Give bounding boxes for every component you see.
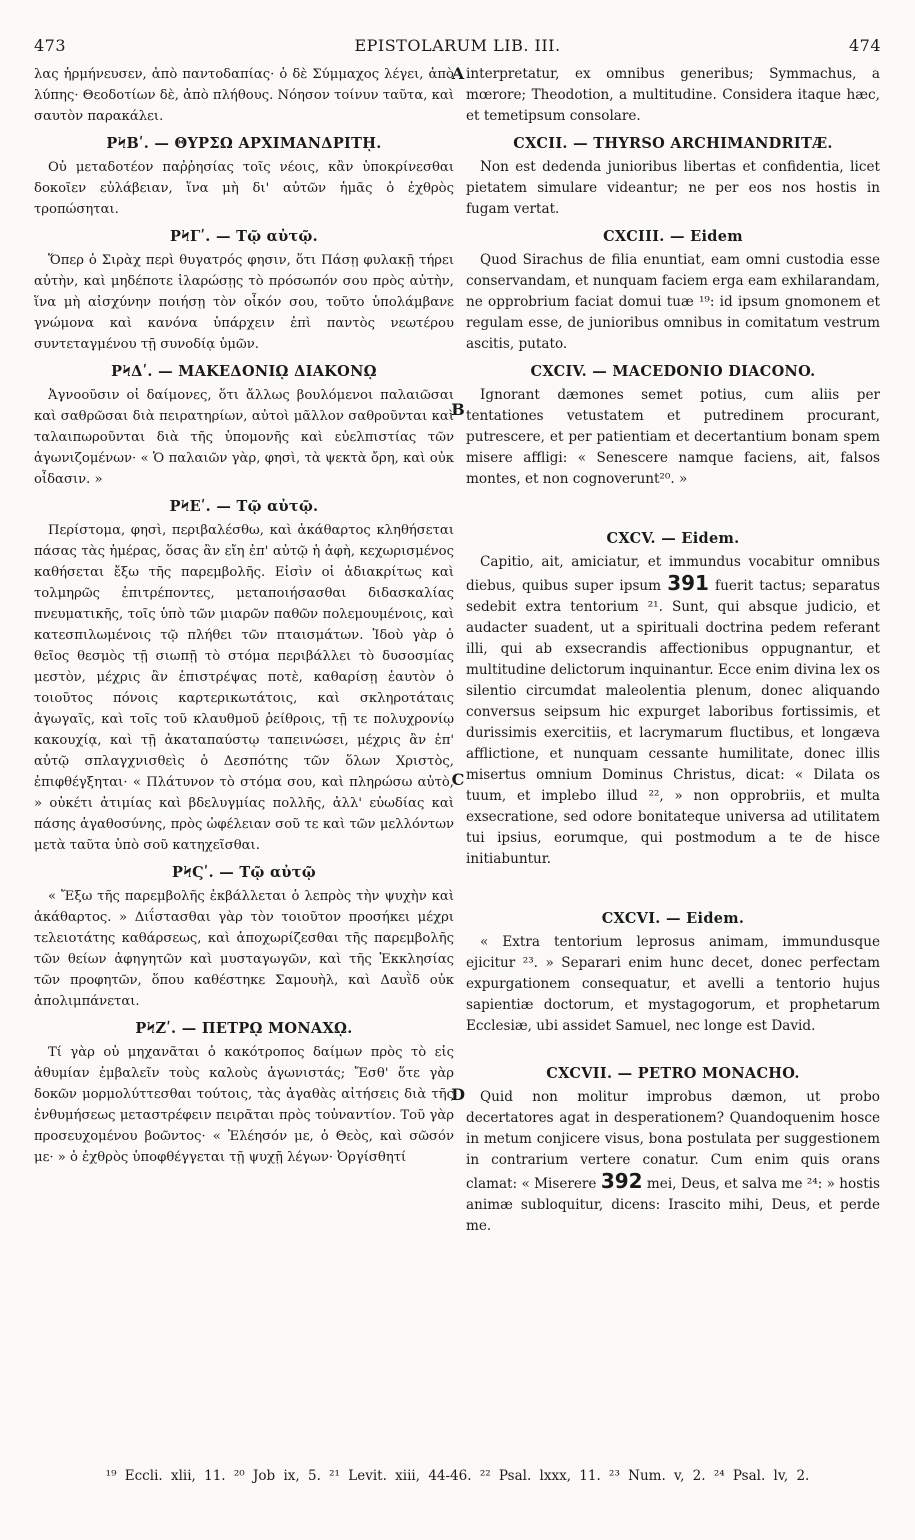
latin-heading-193: CXCIII. — Eidem — [603, 228, 743, 245]
greek-heading-195: ΡϞΕʹ. — Τῷ αὐτῷ. — [169, 498, 319, 515]
greek-heading-196: ΡϞϚʹ. — Τῷ αὐτῷ — [172, 864, 316, 881]
margin-marker-b: B — [451, 400, 465, 419]
greek-intro: λας ἡρμήνευσεν, ἀπὸ παντοδαπίας· ὁ δὲ Σύμμαχος λέγει, ἀπὸ λύπης· Θεοδοτίων δὲ, ἀπὸ πλήθους. Νόησον τοίνυν ταῦτα, καὶ σαυτὸν παρακάλει. — [34, 67, 454, 124]
latin-heading-197: CXCVII. — PETRO MONACHO. — [546, 1065, 800, 1082]
greek-letter-192: Οὐ μεταδοτέον παῤῥησίας τοῖς νέοις, κἂν ὑποκρίνεσθαι δοκοῖεν εὐλάβειαν, ἵνα μὴ δι' αὐτῶν ἡμᾶς ὁ ἐχθρὸς τροπώσηται. — [34, 160, 454, 217]
latin-heading-196: CXCVI. — Eidem. — [601, 910, 745, 927]
latin-heading-194: CXCIV. — MACEDONIO DIACONO. — [530, 363, 816, 380]
greek-letter-193: Ὅπερ ὁ Σιρὰχ περὶ θυγατρός φησιν, ὅτι Πάσῃ φυλακῇ τήρει αὐτὴν, καὶ μηδέποτε ἱλαρώσῃς τὸ πρόσωπόν σου πρὸς αὐτὴν, ἵνα μὴ αἰσχύνην ποιήσῃ τὸν οἶκόν σου, τοῦτο ὑπολάμβανε γνώμονα καὶ κανόνα ὑπάρχειν ἐπὶ παντὸς νεωτέρου συντεταγμένου τῇ συνοδίᾳ ὑμῶν. — [34, 253, 454, 352]
latin-letter-197 — [466, 1087, 880, 1237]
latin-column — [466, 64, 880, 1239]
page-number-left: 473 — [34, 36, 67, 55]
greek-heading-192: ΡϞΒʹ. — ΘΥΡΣΩ ΑΡΧΙΜΑΝΔΡΙΤῌ. — [106, 135, 382, 152]
edition-page-number-392: 392 — [600, 1169, 643, 1193]
latin-letter-195 — [466, 552, 880, 870]
spacer — [466, 492, 880, 522]
latin-letter-197-part2: mei, Deus, et salva me ²⁴: » hostis animæ subloquitur, dicens: Irascito mihi, Deus, et perde me. — [466, 1176, 880, 1234]
latin-letter-194: Ignorant dæmones semet potius, cum aliis per tentationes vetustatem et putredinem procurant, putrescere, et per patientiam et decertantium bonam spem misere affligi: « Senescere namque faciens, ait, falsos montes, et non cognoverunt²⁰. » — [466, 387, 880, 487]
margin-marker-c: C — [451, 770, 465, 789]
page-number-right: 474 — [848, 36, 881, 55]
latin-heading-195: CXCV. — Eidem. — [606, 530, 740, 547]
greek-heading-197: ΡϞΖʹ. — ΠΕΤΡῼ ΜΟΝΑΧῼ. — [135, 1020, 353, 1037]
latin-intro: interpretatur, ex omnibus generibus; Symmachus, a mœrore; Theodotion, a multitudine. Considera itaque hæc, et temetipsum consolare. — [466, 66, 880, 124]
latin-letter-197-part1: Quid non molitur improbus dæmon, ut probo decertatores agat in desperationem? Quandoquenim hosce in metum conjicere visus, bona postulata per suggestionem in contrarium vertere conatur. Cum enim quis orans clamat: « Miserere — [466, 1089, 880, 1192]
greek-letter-194: Ἀγνοοῦσιν οἱ δαίμονες, ὅτι ἄλλως βουλόμενοι παλαιῶσαι καὶ σαθρῶσαι διὰ πειρατηρίων, αὐτοὶ μᾶλλον σαθροῦνται καὶ ταλαιπωροῦνται διὰ τῆς ὑπομονῆς καὶ εὐελπιστίας τῶν ἀγωνιζομένων· « Ὁ παλαιῶν γὰρ, φησὶ, τὰ ψεκτὰ ὄρη, καὶ οὐκ οἶδασιν. » — [34, 388, 454, 487]
greek-letter-197: Τί γὰρ οὐ μηχανᾶται ὁ κακότροπος δαίμων πρὸς τὸ εἰς ἀθυμίαν ἐμβαλεῖν τοὺς καλοὺς ἀγωνιστάς; Ἔσθ' ὅτε γὰρ δοκῶν μορμολύττεσθαι τούτοις, τὰς ἀγαθὰς αἰτήσεις διὰ τῆς ἐνθυμήσεως μεταστρέφειν πειρᾶται πρὸς τοὐναντίον. Τοῦ γὰρ προσευχομένου βοῶντος· « Ἐλέησόν με, ὁ Θεὸς, καὶ σῶσόν με· » ὁ ἐχθρὸς ὑποφθέγγεται τῇ ψυχῇ λέγων· Ὀργίσθητί — [34, 1045, 454, 1165]
greek-letter-195: Περίστομα, φησὶ, περιβαλέσθω, καὶ ἀκάθαρτος κληθήσεται πάσας τὰς ἡμέρας, ὅσας ἂν εἴη ἐπ' αὐτῷ ἡ ἀφὴ, κεχωρισμένος καθήσεται ἔξω τῆς παρεμβολῆς. Εἰσὶν οἱ ἀδιακρίτως καὶ τολμηρῶς ἐπιτρέποντες, μεταποιήσασθαι διδασκαλίας πνευματικῆς, τοῖς ὑπὸ τῶν μιαρῶν παθῶν πολεμουμένοις, καὶ κατεσπιλωμένοις τῷ πλήθει τῶν πταισμάτων. Ἰδοὺ γὰρ ὁ θεῖος θεσμὸς τῇ σιωπῇ τὸ στόμα περιβάλλει τὸ δυσοσμίας μεστὸν, μέχρις ἂν ἐπιστρέψας ποτὲ, καθαρίσῃ ἑαυτὸν ὁ τοιοῦτος πόνοις καρτερικωτάτοις, καὶ σκληροτάταις ἀγωγαῖς, καὶ τοῖς τοῦ κλαυθμοῦ ῥείθροις, τῇ τε πολυχρονίῳ κακουχίᾳ, καὶ τῇ ἀκαταπαύστῳ ταπεινώσει, μέχρις ἂν ἐπ' αὐτῷ σπλαγχνισθεὶς ὁ Δεσπότης τῶν ὅλων Χριστὸς, ἐπιφθέγξηται· « Πλάτυνον τὸ στόμα σου, καὶ πληρώσω αὐτὸ, » οὐκέτι ἀτιμίας καὶ βδελυγμίας πολλῆς, ἀλλ' εὐωδίας καὶ πάσης ἀγαθοσύνης, πρὸς ὠφέλειαν σοῦ τε καὶ τῶν μελλόντων μετὰ ταῦτα ὑπὸ σοῦ κατηχεῖσθαι. — [34, 523, 454, 853]
latin-letter-196: « Extra tentorium leprosus animam, immundusque ejicitur ²³. » Separari enim hunc decet, donec perfectam expurgationem consequatur, et avelli a tentorio hujus sapientiæ doctorum, et mystagogorum, et prophetarum Ecclesiæ, ubi assidet Samuel, nec longe est David. — [466, 934, 880, 1034]
latin-letter-195-part1: Capitio, ait, amiciatur, et immundus vocabitur omnibus diebus, quibus super ipsum — [466, 554, 880, 594]
page-header — [34, 36, 881, 60]
margin-marker-d: D — [451, 1085, 465, 1104]
greek-letter-196: « Ἔξω τῆς παρεμβολῆς ἐκβάλλεται ὁ λεπρὸς τὴν ψυχὴν καὶ ἀκάθαρτος. » Διΐστασθαι γὰρ τὸν τοιοῦτον προσήκει μέχρι τελειοτάτης καθάρσεως, καὶ ἀποχωρίζεσθαι τῆς παρεμβολῆς τῶν θείων ἀφηγητῶν καὶ μυσταγωγῶν, καὶ τῆς Ἐκκλησίας τῶν προφητῶν, ὅπου καθέστηκε Σαμουὴλ, καὶ Δαυῒδ οὐκ ἀπολιμπάνεται. — [34, 889, 454, 1009]
running-title: EPISTOLARUM LIB. III. — [354, 36, 561, 55]
greek-heading-194: ΡϞΔʹ. — ΜΑΚΕΔΟΝΙῼ ΔΙΑΚΟΝῼ — [111, 363, 377, 380]
latin-letter-195-part2: fuerit tactus; separatus sedebit extra tentorium ²¹. Sunt, qui absque judicio, et audacter suadent, ut a spirituali doctrina pedem referant illi, qui ab exsecrandis affectionibus oppugnantur, et multitudine delictorum inquinantur. Ecce enim divina lex os silentio circumdat maleolentia plenum, donec aliquando conversus seipsum hic expurget laboribus fortissimis, et durissimis exercitiis, et lacrymarum fluctibus, et longæva afflictione, et nunquam cessante humilitate, donec illis misertus omnium Dominus Christus, dicat: « Dilata os tuum, et implebo illud ²², » non opprobriis, et multa exsecratione, sed odore bonitateque universa ad utilitatem tui ipsius, eorumque, qui postmodum a te de hisce initiabuntur. — [466, 578, 880, 867]
latin-letter-193: Quod Sirachus de filia enuntiat, eam omni custodia esse conservandam, et nunquam faciem erga eam exhilarandam, ne opprobrium faciat domui tuæ ¹⁹: id ipsum gnomonem et regulam esse, de junioribus omnibus in comitatum vestrum ascitis, putato. — [466, 252, 880, 352]
edition-page-number-391: 391 — [667, 571, 709, 595]
spacer — [466, 872, 880, 902]
latin-letter-192: Non est dedenda junioribus libertas et confidentia, licet pietatem simulare videantur; ne per eos nos hostis in fugam vertat. — [466, 159, 880, 217]
margin-marker-a: A — [451, 64, 465, 83]
greek-column — [34, 64, 454, 1170]
footnotes: ¹⁹ Eccli. xlii, 11. ²⁰ Job ix, 5. ²¹ Levit. xiii, 44-46. ²² Psal. lxxx, 11. ²³ Num. v, 2. ²⁴ Psal. lv, 2. — [105, 1468, 810, 1484]
latin-heading-192: CXCII. — THYRSO ARCHIMANDRITÆ. — [513, 135, 833, 152]
spacer — [466, 1039, 880, 1057]
greek-heading-193: ΡϞΓʹ. — Τῷ αὐτῷ. — [169, 228, 319, 245]
